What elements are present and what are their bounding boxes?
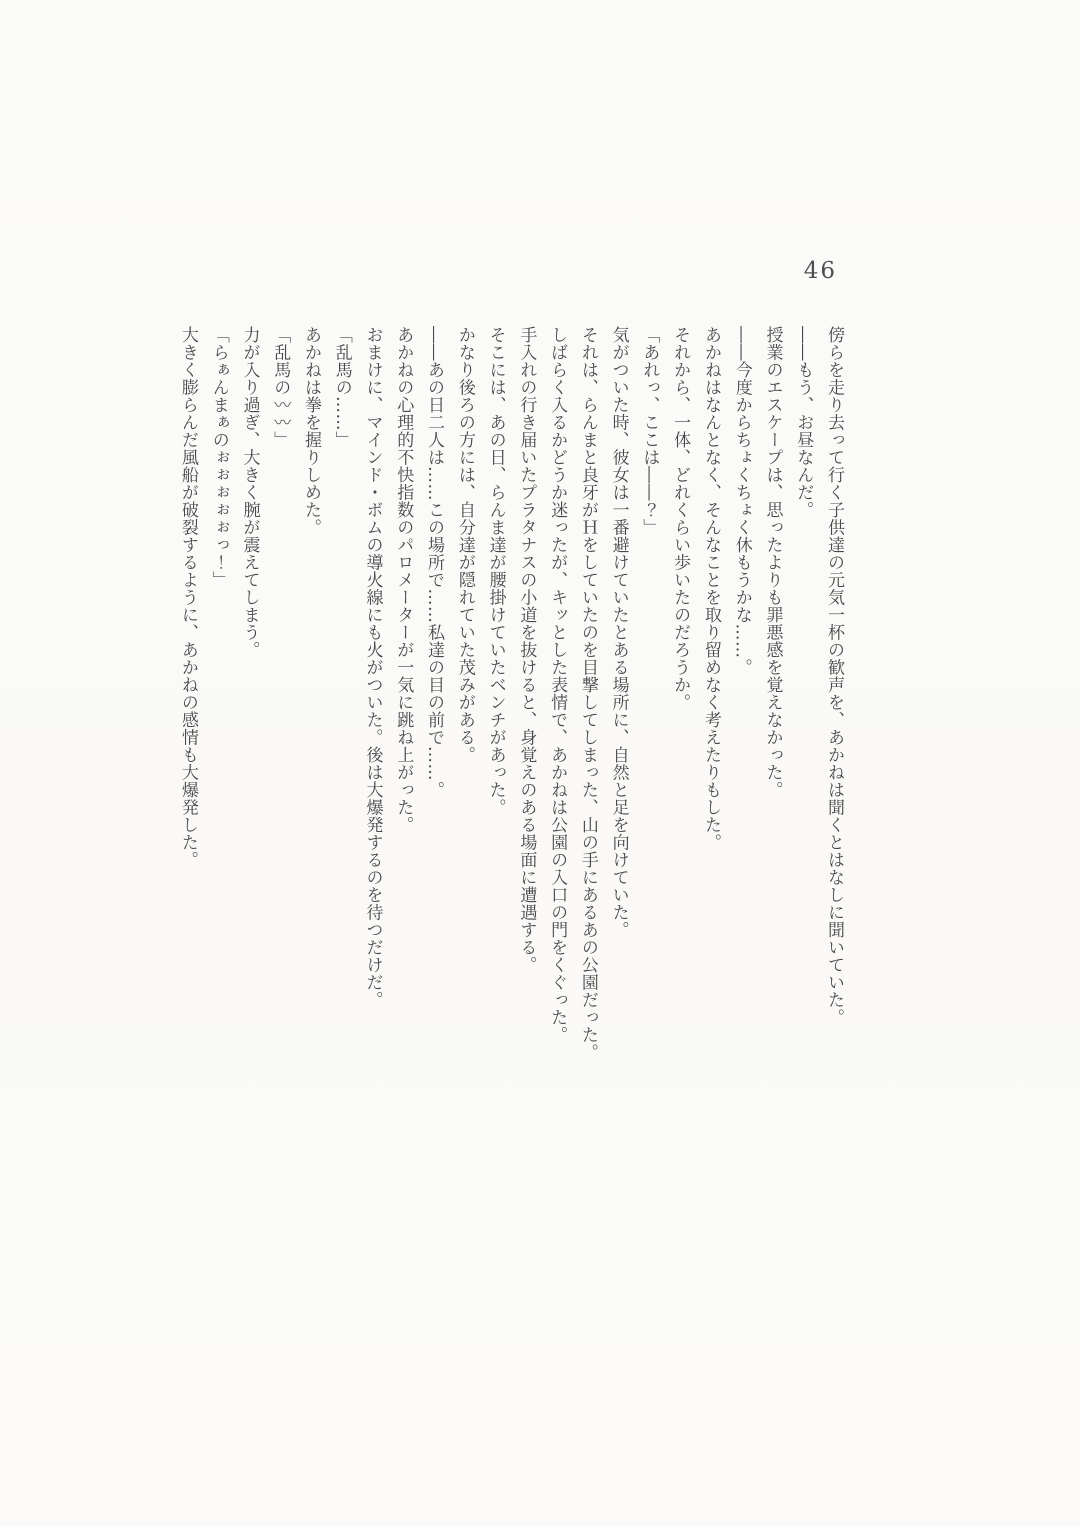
text-line: ――あの日二人は……この場所で……私達の目の前で……。: [424, 326, 445, 799]
text-line: 傍らを走り去って行く子供達の元気一杯の歓声を、あかねは聞くとはなしに聞いていた。: [824, 326, 844, 1026]
text-line: 「らぁんまぁのぉぉぉぉぉっ！」: [208, 326, 229, 589]
text-line: 「乱馬の〰〰」: [270, 326, 291, 449]
text-line: しばらく入るかどうか迷ったが、キッとした表情で、あかねは公園の入口の門をくぐった。: [547, 326, 568, 1044]
text-line: ――もう、お昼なんだ。: [793, 326, 814, 519]
text-line: 「あれっ、ここは――？」: [639, 326, 660, 536]
text-line: それは、らんまと良牙がＨをしていたのを目撃してしまった、山の手にあるあの公園だった。: [577, 326, 598, 1061]
text-line: おまけに、マインド・ボムの導火線にも火がついた。後は大爆発するのを待つだけだ。: [362, 326, 383, 1009]
text-line: 「乱馬の……」: [331, 326, 352, 449]
text-line: 気がついた時、彼女は一番避けていたとある場所に、自然と足を向けていた。: [608, 326, 629, 939]
page-number: 46: [803, 258, 837, 284]
text-line: 授業のエスケープは、思ったよりも罪悪感を覚えなかった。: [762, 326, 783, 799]
text-line: 大きく膨らんだ風船が破裂するように、あかねの感情も大爆発した。: [177, 326, 198, 869]
text-line: 手入れの行き届いたプラタナスの小道を抜けると、身覚えのある場面に遭遇する。: [516, 326, 537, 974]
text-line: 力が入り過ぎ、大きく腕が震えてしまう。: [239, 326, 260, 659]
text-line: あかねはなんとなく、そんなことを取り留めなく考えたりもした。: [700, 326, 721, 851]
text-line: そこには、あの日、らんま達が腰掛けていたベンチがあった。: [485, 326, 506, 816]
text-line: あかねの心理的不快指数のパロメーターが一気に跳ね上がった。: [393, 326, 414, 834]
text-line: それから、一体、どれくらい歩いたのだろうか。: [670, 326, 691, 711]
text-line: ――今度からちょくちょく休もうかな……。: [731, 326, 752, 676]
body-text: [172, 326, 849, 1096]
text-line: かなり後ろの方には、自分達が隠れていた茂みがある。: [454, 326, 475, 764]
text-line: あかねは拳を握りしめた。: [300, 326, 321, 536]
